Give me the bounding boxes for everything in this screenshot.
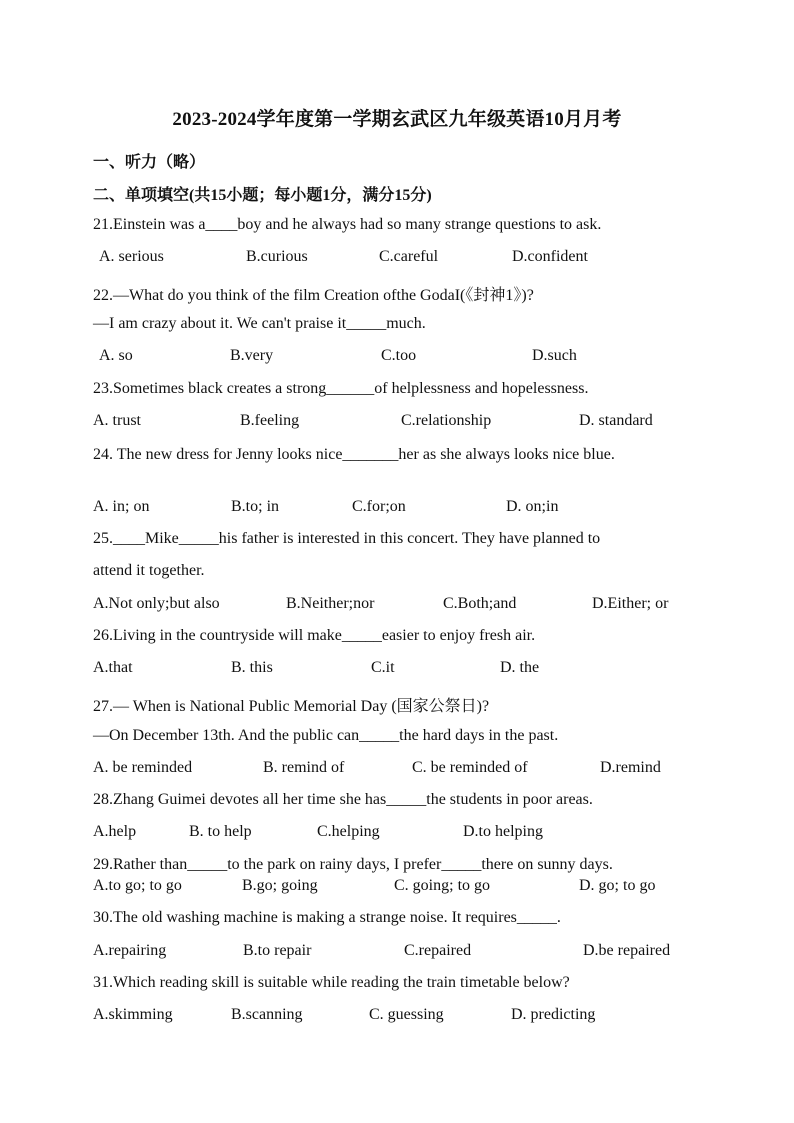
question-25-stem-line-1: 25.____Mike_____his father is interested in this concert. They have planned to [93,530,601,547]
question-27-option-d: D.remind [600,759,661,776]
question-21-option-b: B.curious [246,248,308,265]
question-23-option-b: B.feeling [240,412,300,429]
question-21-option-c: C.careful [379,248,439,265]
question-30-option-b: B.to repair [243,942,312,959]
question-23-option-d: D. standard [579,412,653,429]
question-29-option-b: B.go; going [242,877,318,894]
question-27-option-c: C. be reminded of [412,759,528,776]
question-30-option-d: D.be repaired [583,942,671,959]
question-24-option-d: D. on;in [506,498,559,515]
question-31-option-b: B.scanning [231,1006,303,1023]
question-24-option-b: B.to; in [231,498,280,515]
question-25-option-c: C.Both;and [443,595,517,612]
question-22-option-a: A. so [99,347,133,364]
question-29-option-a: A.to go; to go [93,877,182,894]
question-29-stem: 29.Rather than_____to the park on rainy days, I prefer_____there on sunny days. [93,856,613,873]
question-26-option-a: A.that [93,659,133,676]
question-24-stem: 24. The new dress for Jenny looks nice_______her as she always looks nice blue. [93,446,615,463]
question-30-stem: 30.The old washing machine is making a strange noise. It requires_____. [93,909,561,926]
question-28-option-a: A.help [93,823,137,840]
section-listening: 一、听力（略） [93,154,206,171]
question-26-option-b: B. this [231,659,273,676]
question-26-option-c: C.it [371,659,395,676]
question-26-option-d: D. the [500,659,540,676]
question-29-option-d: D. go; to go [579,877,656,894]
question-22-option-c: C.too [381,347,417,364]
question-21-option-a: A. serious [99,248,164,265]
question-27-option-b: B. remind of [263,759,345,776]
question-27-stem-line-2: —On December 13th. And the public can_____the hard days in the past. [93,727,559,744]
question-21-stem: 21.Einstein was a____boy and he always had so many strange questions to ask. [93,216,602,233]
question-23-option-c: C.relationship [401,412,492,429]
question-28-option-b: B. to help [189,823,252,840]
question-24-option-a: A. in; on [93,498,150,515]
question-28-option-c: C.helping [317,823,380,840]
question-22-option-d: D.such [532,347,577,364]
page-title: 2023-2024学年度第一学期玄武区九年级英语10月月考 [172,109,622,130]
question-25-option-b: B.Neither;nor [286,595,375,612]
question-27-stem-line-1: 27.— When is National Public Memorial Day (国家公祭日)? [93,698,490,715]
question-25-option-a: A.Not only;but also [93,595,220,612]
question-24-option-c: C.for;on [352,498,406,515]
question-25-option-d: D.Either; or [592,595,669,612]
section-single-choice: 二、单项填空(共15小题；每小题1分，满分15分) [93,187,432,204]
question-31-option-c: C. guessing [369,1006,444,1023]
question-31-option-a: A.skimming [93,1006,173,1023]
question-27-option-a: A. be reminded [93,759,193,776]
question-31-stem: 31.Which reading skill is suitable while reading the train timetable below? [93,974,570,991]
question-30-option-a: A.repairing [93,942,167,959]
question-31-option-d: D. predicting [511,1006,596,1023]
question-30-option-c: C.repaired [404,942,472,959]
question-23-stem: 23.Sometimes black creates a strong______of helplessness and hopelessness. [93,380,589,397]
question-28-option-d: D.to helping [463,823,543,840]
question-22-option-b: B.very [230,347,274,364]
question-26-stem: 26.Living in the countryside will make_____easier to enjoy fresh air. [93,627,536,644]
question-29-option-c: C. going; to go [394,877,491,894]
question-23-option-a: A. trust [93,412,141,429]
question-25-stem-line-2: attend it together. [93,562,205,579]
question-22-stem-line-1: 22.—What do you think of the film Creation ofthe GodaI(《封神1》)? [93,287,534,304]
question-28-stem: 28.Zhang Guimei devotes all her time she has_____the students in poor areas. [93,791,593,808]
question-21-option-d: D.confident [512,248,588,265]
question-22-stem-line-2: —I am crazy about it. We can't praise it_____much. [93,315,426,332]
